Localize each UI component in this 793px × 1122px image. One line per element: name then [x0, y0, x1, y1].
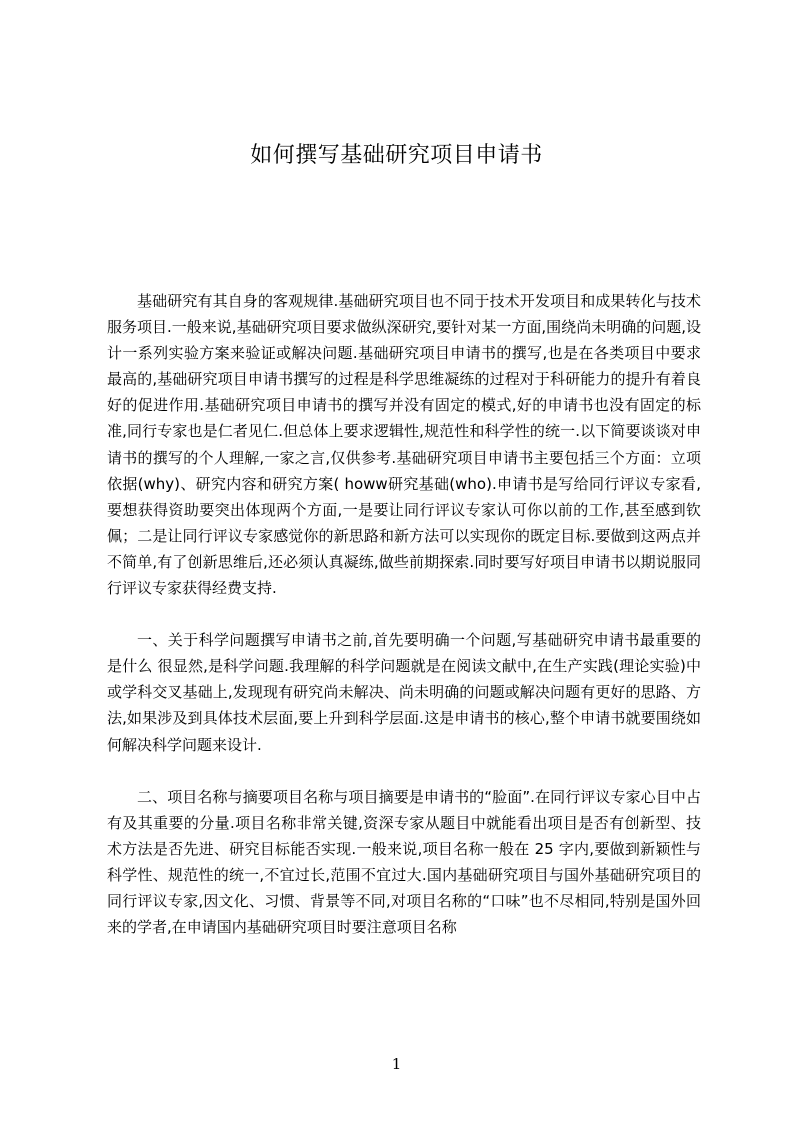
paragraph-introduction: 基础研究有其自身的客观规律.基础研究项目也不同于技术开发项目和成果转化与技术服务项目.一般来说,基础研究项目要求做纵深研究,要针对某一方面,围绕尚未明确的问题,设计一系列实验方案来验证或解决问题.基础研究项目申请书的撰写,也是在各类项目中要求最高的,基础研究项目申请书撰写的过程是科学思维凝练的过程对于科研能力的提升有着良好的促进作用.基础研究项目申请书的撰写并没有固定的模式,好的申请书也没有固定的标准,同行专家也是仁者见仁.但总体上要求逻辑性,规范性和科学性的统一.以下简要谈谈对申请书的撰写的个人理解,一家之言,仅供参考.基础研究项目申请书主要包括三个方面：立项依据(why)、研究内容和研究方案( howw研究基础(who).申请书是写给同行评议专家看,要想获得资助要突出体现两个方面,一是要让同行评议专家认可你以前的工作,甚至感到钦佩；二是让同行评议专家感觉你的新思路和新方法可以实现你的既定目标.要做到这两点并不简单,有了创新思维后,还必须认真凝练,做些前期探索.同时要写好项目申请书以期说服同行评议专家获得经费支持. [107, 292, 701, 598]
document-title: 如何撰写基础研究项目申请书 [250, 143, 543, 168]
paragraph-spacer [107, 758, 701, 784]
paragraph-scientific-question: 一、关于科学问题撰写申请书之前,首先要明确一个问题,写基础研究申请书最重要的是什么 很显然,是科学问题.我理解的科学问题就是在阅读文献中,在生产实践(理论实验)中或学科交叉基础上,发现现有研究尚未解决、尚未明确的问题或解决问题有更好的思路、方法,如果涉及到具体技术层面,要上升到科学层面.这是申请书的核心,整个申请书就要围绕如何解决科学问题来设计. [107, 631, 701, 754]
paragraph-spacer [107, 601, 701, 627]
paragraph-project-name-abstract: 二、项目名称与摘要项目名称与项目摘要是申请书的“脸面”.在同行评议专家心目中占有及其重要的分量.项目名称非常关键,资深专家从题目中就能看出项目是否有创新型、技术方法是否先进、研究目标能否实现.一般来说,项目名称一般在 25 字内,要做到新颖性与科学性、规范性的统一,不宜过长,范围不宜过大.国内基础研究项目与国外基础研究项目的同行评议专家,因文化、习惯、背景等不同,对项目名称的“口味”也不尽相同,特别是国外回来的学者,在申请国内基础研究项目时要注意项目名称 [107, 787, 701, 937]
page-number: 1 [391, 1055, 402, 1073]
document-body [107, 288, 701, 940]
